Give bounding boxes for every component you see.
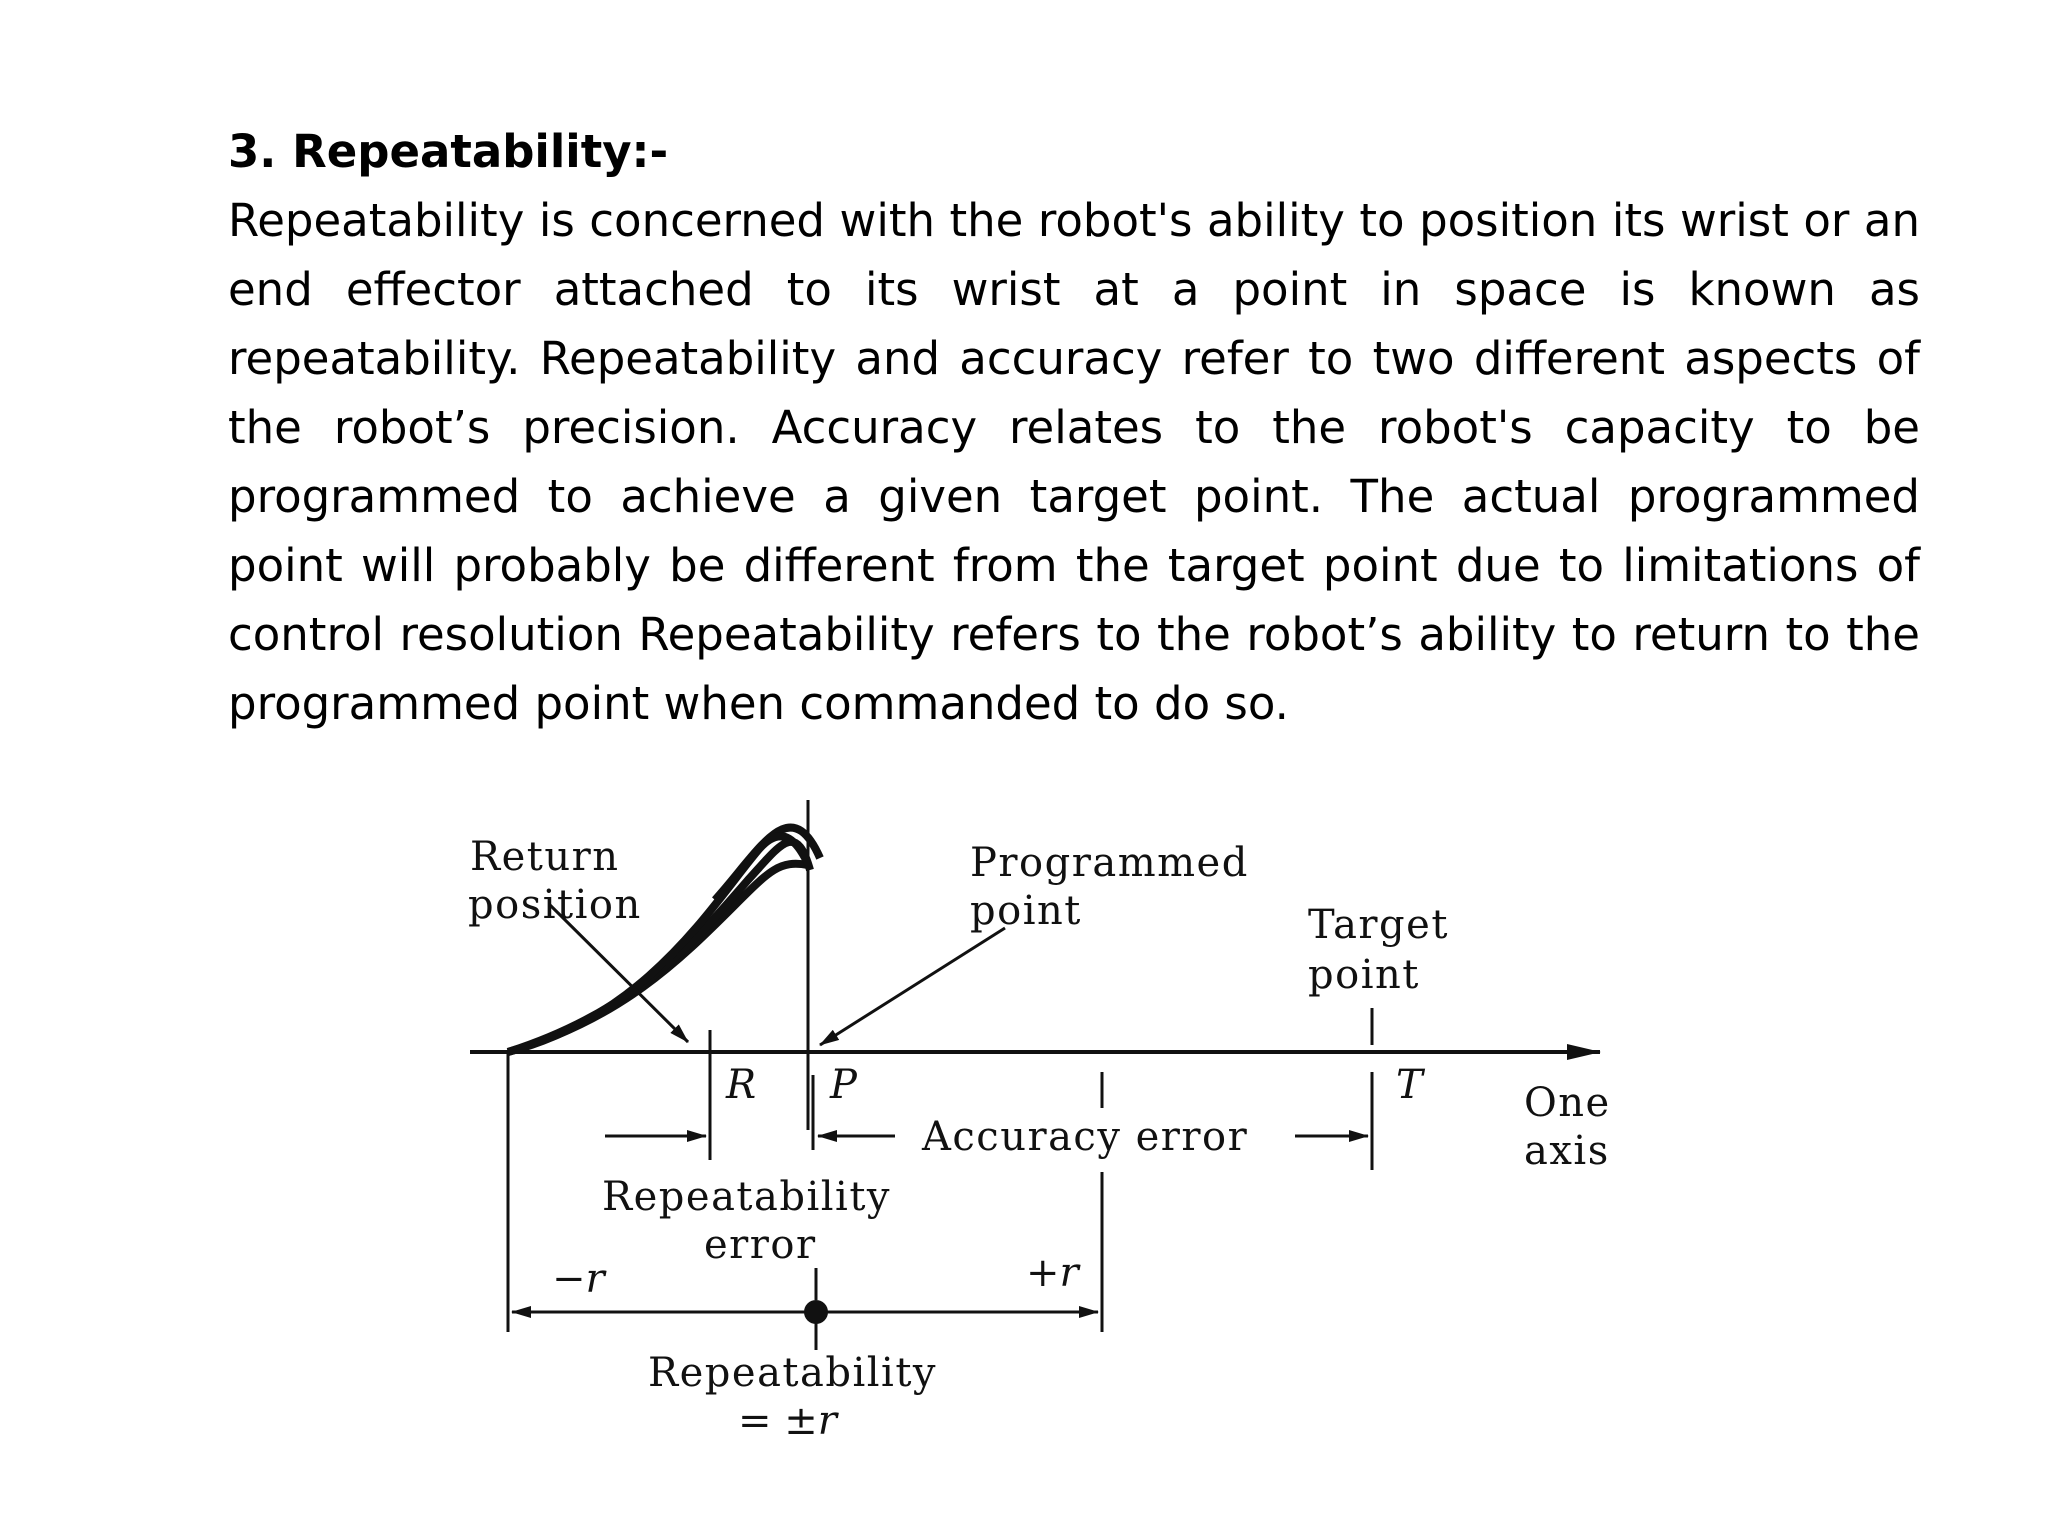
repeatability-error-label-line-1: Repeatability — [602, 1174, 891, 1220]
one-axis-label-line-2: axis — [1524, 1128, 1610, 1174]
plus-r-label: +r — [1026, 1250, 1079, 1296]
point-t-label: T — [1396, 1062, 1423, 1108]
point-r-label: R — [726, 1062, 757, 1108]
repeatability-result-label-line-1: Repeatability — [648, 1350, 937, 1396]
return-position-label-line-2: position — [468, 882, 642, 928]
target-point-label-line-2: point — [1308, 952, 1420, 998]
repeatability-error-label-line-2: error — [704, 1222, 817, 1268]
center-dot — [804, 1300, 828, 1324]
repeatability-result-label-line-2: = ±r — [738, 1398, 837, 1444]
accuracy-error-label: Accuracy error — [922, 1114, 1249, 1160]
programmed-point-label-line-1: Programmed — [970, 840, 1249, 886]
return-position-label-line-1: Return — [470, 834, 620, 880]
programmed-point-pointer — [820, 928, 1005, 1045]
slide-heading: 3. Repeatability:- — [228, 125, 669, 178]
one-axis-label-line-1: One — [1524, 1080, 1611, 1126]
programmed-point-label-line-2: point — [970, 888, 1082, 934]
slide-body-paragraph: Repeatability is concerned with the robot's ability to position its wrist or an end effector attached to its wrist at a point in space is known as repeatability. Repeatability and accuracy refer to two different aspects of the robot’s precision. Accuracy relates to the robot's capacity to be programmed to achieve a given target point. The actual programmed point will probably be different from the target point due to limitations of control resolution Repeatability refers to the robot’s ability to return to the programmed point when commanded to do so. — [228, 194, 1920, 730]
target-point-label-line-1: Target — [1308, 902, 1449, 948]
point-p-label: P — [830, 1062, 857, 1108]
minus-r-label: −r — [552, 1256, 605, 1302]
